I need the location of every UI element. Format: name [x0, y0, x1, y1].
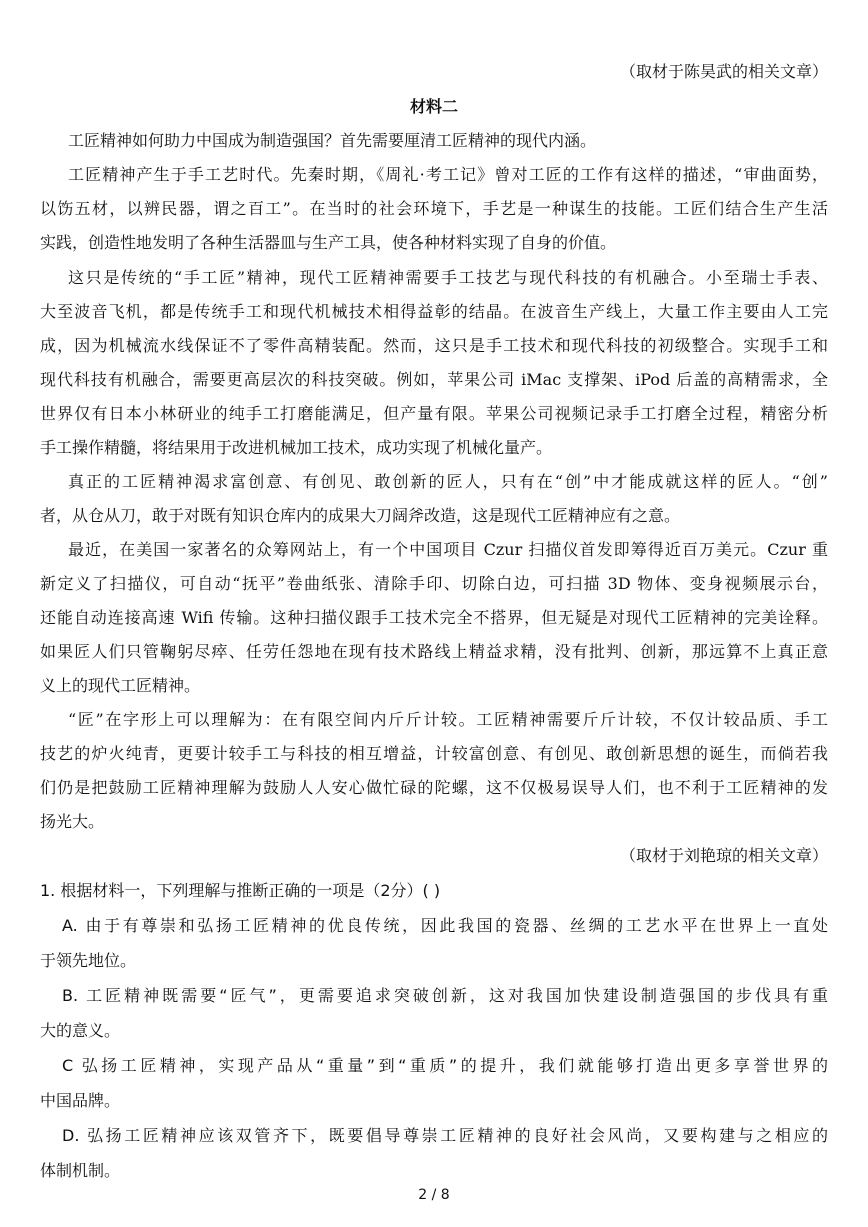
body-line: 手工操作精髓，将结果用于改进机械加工技术，成功实现了机械化量产。	[40, 438, 553, 457]
option-d: D. 弘扬工匠精神应该双管齐下，既要倡导尊崇工匠精神的良好社会风尚，又要构建与之相应的	[62, 1126, 828, 1145]
body-line: 们仍是把鼓励工匠精神理解为鼓励人人安心做忙碌的陀螺，这不仅极易误导人们，也不利于工匠精神的发	[40, 778, 828, 797]
option-b: B. 工匠精神既需要“匠气”，更需要追求突破创新，这对我国加快建设制造强国的步伐具有重	[62, 986, 828, 1005]
source-citation-bottom: （取材于刘艳琼的相关文章）	[619, 846, 828, 865]
body-line: 最近，在美国一家著名的众筹网站上，有一个中国项目 Czur 扫描仪首发即筹得近百万美元。Czur 重	[68, 540, 828, 559]
body-line: 实践，创造性地发明了各种生活器皿与生产工具，使各种材料实现了自身的价值。	[40, 233, 617, 252]
body-line: “匠”在字形上可以理解为：在有限空间内斤斤计较。工匠精神需要斤斤计较，不仅计较品质、手工	[68, 710, 828, 729]
body-line: 这只是传统的“手工匠”精神，现代工匠精神需要手工技艺与现代科技的有机融合。小至瑞士手表、	[68, 268, 828, 287]
body-line: 还能自动连接高速 Wifi 传输。这种扫描仪跟手工技术完全不搭界，但无疑是对现代工匠精神的完美诠释。	[40, 608, 828, 627]
body-line: 工匠精神如何助力中国成为制造强国？首先需要厘清工匠精神的现代内涵。	[68, 131, 597, 150]
body-line: 世界仅有日本小林研业的纯手工打磨能满足，但产量有限。苹果公司视频记录手工打磨全过程，精密分析	[40, 404, 828, 423]
body-line: 现代科技有机融合，需要更高层次的科技突破。例如，苹果公司 iMac 支撑架、iPod 后盖的高精需求，全	[40, 370, 828, 389]
body-line: 新定义了扫描仪，可自动“抚平”卷曲纸张、清除手印、切除白边，可扫描 3D 物体、变身视频展示台，	[40, 574, 828, 593]
body-line: 技艺的炉火纯青，更要计较手工与科技的相互增益，计较富创意、有创见、敢创新思想的诞生，而倘若我	[40, 744, 828, 763]
option-a-cont: 于领先地位。	[40, 951, 137, 970]
question-stem: 1. 根据材料一，下列理解与推断正确的一项是（2分）( )	[40, 881, 441, 900]
option-c-cont: 中国品牌。	[40, 1091, 121, 1110]
body-line: 工匠精神产生于手工艺时代。先秦时期，《周礼·考工记》曾对工匠的工作有这样的描述，“审曲面势，	[68, 165, 828, 184]
option-a: A. 由于有尊崇和弘扬工匠精神的优良传统，因此我国的瓷器、丝绸的工艺水平在世界上一直处	[62, 916, 828, 935]
option-d-cont: 体制机制。	[40, 1161, 121, 1180]
option-b-cont: 大的意义。	[40, 1021, 121, 1040]
source-citation-top: （取材于陈昊武的相关文章）	[619, 62, 828, 81]
body-line: 者，从仓从刀，敢于对既有知识仓库内的成果大刀阔斧改造，这是现代工匠精神应有之意。	[40, 506, 681, 525]
body-line: 大至波音飞机，都是传统手工和现代机械技术相得益彰的结晶。在波音生产线上，大量工作主要由人工完	[40, 302, 828, 321]
section-title: 材料二	[409, 97, 458, 116]
option-c: C 弘扬工匠精神，实现产品从“重量”到“重质”的提升，我们就能够打造出更多享誉世界的	[62, 1056, 828, 1075]
body-line: 扬光大。	[40, 812, 105, 831]
body-line: 成，因为机械流水线保证不了零件高精装配。然而，这只是手工技术和现代科技的初级整合。实现手工和	[40, 336, 828, 355]
body-line: 以饬五材，以辨民器，谓之百工”。在当时的社会环境下，手艺是一种谋生的技能。工匠们结合生产生活	[40, 199, 828, 218]
body-line: 如果匠人们只管鞠躬尽瘁、任劳任怨地在现有技术路线上精益求精，没有批判、创新，那远算不上真正意	[40, 642, 828, 661]
body-line: 义上的现代工匠精神。	[40, 676, 201, 695]
body-line: 真正的工匠精神渴求富创意、有创见、敢创新的匠人，只有在“创”中才能成就这样的匠人。“创”	[68, 472, 828, 491]
page-number: 2 / 8	[418, 1187, 450, 1203]
